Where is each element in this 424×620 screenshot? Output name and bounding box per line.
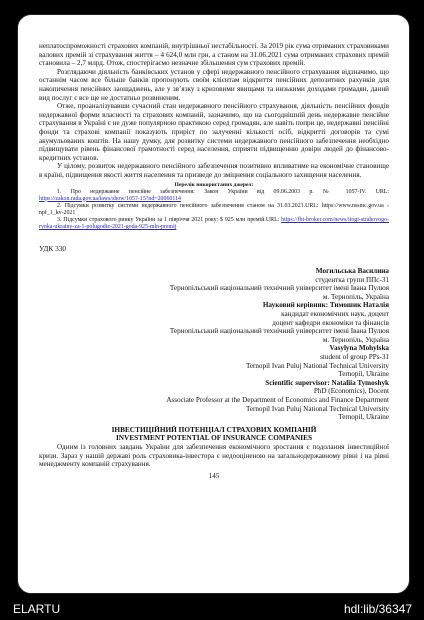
article-title-en: INVESTMENT POTENTIAL OF INSURANCE COMPANIES <box>115 433 313 443</box>
handle-id: hdl:lib/36347 <box>343 602 412 616</box>
supervisor-city: м. Тернопіль, Україна <box>322 335 389 344</box>
author-role-en: student of group PPs-31 <box>320 353 389 361</box>
supervisor-department: доцент кафедри економіки та фінансів <box>272 318 389 327</box>
supervisor-department-en: Associate Professor at the Department of Economics and Finance Department <box>166 395 389 404</box>
reference-item: 2. Підсумки розвитку системи недержавного пенсійного забезпечення станом на 31.03.2021.URL: https://www.nssmc.gov.ua › npf_1_kv-2021 <box>39 202 389 216</box>
article-title <box>39 426 389 443</box>
supervisor-university: Тернопільський національний технічний університет імені Івана Пулюя <box>169 327 389 336</box>
repository-name: ELARTU <box>13 602 61 616</box>
author-city-en: Ternopil, Ukraine <box>338 370 389 379</box>
page-content <box>39 42 389 480</box>
footer-bar <box>0 597 424 620</box>
paragraph: Одним із головних завдань України для забезпечення економічного зростання є подолання інвестиційної кризи. Зараз у нашій державі роль страховика-інвестора є недооціненою на загальнодержавному рівні і на рівні менеджменту компаній страхування. <box>39 442 389 469</box>
author-block <box>39 267 389 422</box>
supervisor-degree-en: PhD (Economics), Docent <box>313 387 389 396</box>
author-university: Тернопільський національний технічний університет імені Івана Пулюя <box>169 284 389 293</box>
paragraph: У цілому, розвиток недержавного пенсійного забезпечення позитивно впливатиме на економічне становище в країні, підвищення якості життя населення та призведе до зміцнення соціального захищення населення. <box>39 162 389 179</box>
author-role: студентка групи ППс-31 <box>315 275 389 284</box>
author-university-en: Ternopil Ivan Puluj National Technical University <box>245 361 389 370</box>
udk-code: УДК 330 <box>39 244 67 254</box>
paragraph: Отже, проаналізувавши сучасний стан недержавного пенсійного страхування, діяльність пенсійних фондів недержавної форми власності та страхових компаній, зазначимо, що на сьогоднішній день недержавне пенсійне страхування в Україні є не дуже популярною практикою серед громадян, але навіть попри це, недержавні пенсійні фонди та страхові компанії показують приріст по залученні кількості осіб, відкритті договорів та сумі акумульованих коштів. На нашу думку, для розвитку системи недержавного пенсійного забезпечення необхідно підвищувати рівень фінансової грамотності серед населення, сприяти підвищенню довіри людей до фінансово-кредитних установ. <box>39 102 389 162</box>
supervisor-name: Науковий керівник: Тимошик Наталія <box>262 301 389 310</box>
reference-item <box>39 189 389 203</box>
page-number: 145 <box>208 471 220 480</box>
reference-text: 1. Про недержавне пенсійне забезпечення: Закон України від 09.06.2003 р. № 1057-IV. URL: <box>57 188 389 195</box>
reference-link[interactable]: https://zakon.rada.gov.ua/laws/show/1057-15?nd=20060114 <box>39 195 181 202</box>
references-heading: Перелік використаних джерел: <box>174 181 254 188</box>
reference-item <box>39 217 389 231</box>
paragraph: неплатоспроможності страхових компаній, внутрішньої нестабільності. За 2019 рік сума отриманих страховиками валових премій зі страхування життя – 4 624,0 млн грн, а станом на 31.06.2021 сума отриманих страхових премій становила – 2,7 млрд. Отож, спостерігаємо незначне збільшення сум страхових премій. <box>39 42 389 68</box>
supervisor-degree: кандидат економічних наук, доцент <box>281 310 389 319</box>
paragraph: Розглядаючи діяльність банківських установ у сфері недержавного пенсійного страхування відзначимо, що останнім часом все більше банків пропонують своїм клієнтам відкриття пенсійних депозитних рахунків для накопичення пенсійних заощаджень, але у зв’язку з кризовими явищами та низькими доходами громадян, даний вид послуг є все ще не достатньо розвиненим. <box>39 67 389 102</box>
author-name: Могильська Василина <box>315 267 389 276</box>
reference-text: 3. Підсумки страхового ринку України за 1 півріччя 2021 року: $ 925 млн премій.URL: <box>57 216 282 223</box>
supervisor-name-en: Scientific supervisor: Nataliia Tymoshyk <box>265 378 389 387</box>
author-name-en: Vasylyna Mohylska <box>329 344 389 353</box>
supervisor-city-en: Ternopil, Ukraine <box>338 413 389 422</box>
author-city: м. Тернопіль, Україна <box>322 292 389 301</box>
reference-link[interactable]: https://fbt-broker.com/news/itogi-strahovogo-rynka-ukrainy-za-1-polugodie-2021-goda-925-mln-premij <box>39 216 389 230</box>
article-title-ua: ІНВЕСТИЦІЙНИЙ ПОТЕНЦІАЛ СТРАХОВИХ КОМПАНІЙ <box>111 424 317 434</box>
document-page <box>17 14 410 594</box>
supervisor-university-en: Ternopil Ivan Puluj National Technical University <box>245 404 389 413</box>
